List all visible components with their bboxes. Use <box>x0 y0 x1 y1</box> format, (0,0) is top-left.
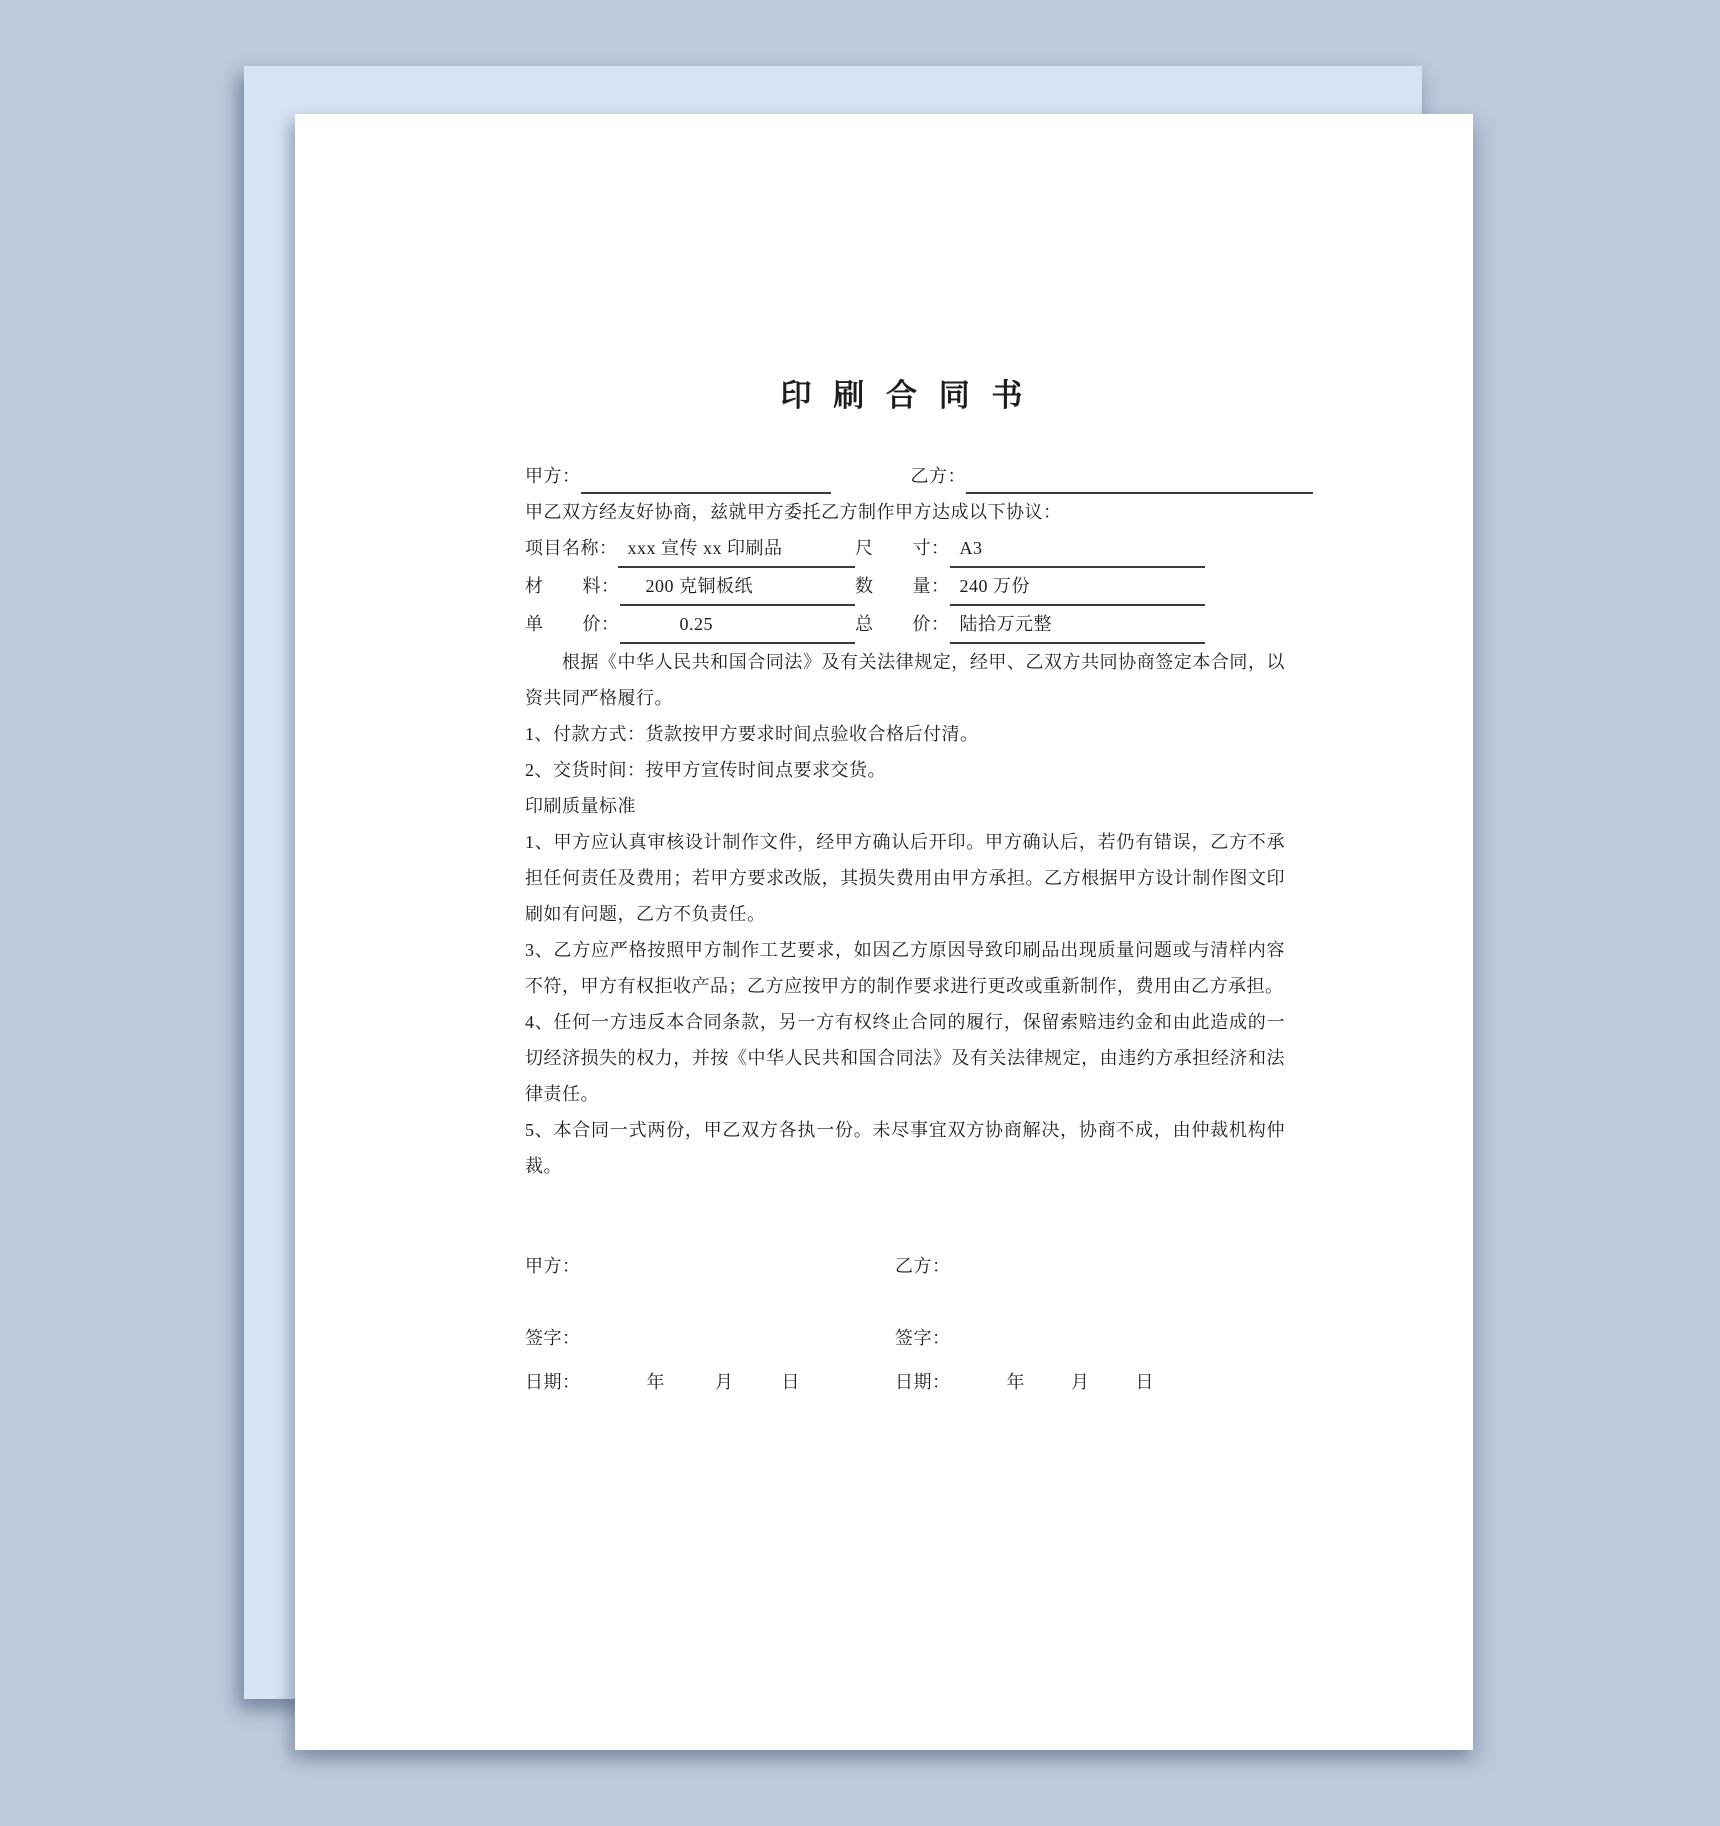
date-field-a <box>525 1364 895 1400</box>
party-a-blank <box>581 458 831 494</box>
signature-block <box>525 1248 1285 1400</box>
party-b-blank <box>966 458 1313 494</box>
signature-date-row <box>525 1364 1285 1400</box>
day-label-a: 日 <box>781 1372 800 1392</box>
project-name-field <box>525 530 855 568</box>
date-label-a: 日期： <box>525 1372 581 1392</box>
signature-party-a: 甲方： <box>525 1256 581 1276</box>
sign-label-a: 签字： <box>525 1328 581 1348</box>
breach-clause-4: 4、任何一方违反本合同条款，另一方有权终止合同的履行，保留索赔违约金和由此造成的一切经济损失的权力，并按《中华人民共和国合同法》及有关法律规定，由违约方承担经济和法律责任。 <box>525 1012 1285 1104</box>
page-title: 印 刷 合 同 书 <box>780 378 1030 413</box>
payment-clause: 1、付款方式：货款按甲方要求时间点验收合格后付清。 <box>525 724 979 744</box>
total-price-field <box>855 606 1205 644</box>
law-clause: 根据《中华人民共和国合同法》及有关法律规定，经甲、乙双方共同协商签定本合同，以资共同严格履行。 <box>525 652 1285 708</box>
unit-price-field <box>525 606 855 644</box>
year-label-a: 年 <box>646 1372 665 1392</box>
signature-sign-row <box>525 1320 1285 1356</box>
total-price-value: 陆拾万元整 <box>950 606 1206 644</box>
month-label-b: 月 <box>1071 1372 1090 1392</box>
form-row-material <box>525 568 1285 606</box>
month-label-a: 月 <box>715 1372 734 1392</box>
date-label-b: 日期： <box>895 1372 951 1392</box>
material-label: 材 料 ： <box>525 576 620 596</box>
signature-party-b: 乙方： <box>895 1256 951 1276</box>
size-value: A3 <box>950 530 1206 568</box>
quantity-field <box>855 568 1205 606</box>
date-field-b <box>895 1364 1285 1400</box>
contract-page <box>295 114 1473 1750</box>
year-label-b: 年 <box>1006 1372 1025 1392</box>
party-a-label: 甲方： <box>525 466 581 486</box>
party-b-label: 乙方： <box>910 466 966 486</box>
parties-row <box>525 458 1313 494</box>
quality-clause-1: 1、甲方应认真审核设计制作文件，经甲方确认后开印。甲方确认后，若仍有错误，乙方不承担任何责任及费用；若甲方要求改版，其损失费用由甲方承担。乙方根据甲方设计制作图文印刷如有问题，乙方不负责任。 <box>525 832 1285 924</box>
quality-heading: 印刷质量标准 <box>525 796 636 816</box>
signature-parties-row <box>525 1248 1285 1284</box>
day-label-b: 日 <box>1135 1372 1154 1392</box>
quantity-label: 数 量 ： <box>855 576 950 596</box>
copies-clause-5: 5、本合同一式两份，甲乙双方各执一份。未尽事宜双方协商解决，协商不成，由仲裁机构仲裁。 <box>525 1120 1285 1176</box>
sign-label-b: 签字： <box>895 1328 951 1348</box>
size-field <box>855 530 1205 568</box>
quality-clause-3: 3、乙方应严格按照甲方制作工艺要求，如因乙方原因导致印刷品出现质量问题或与清样内容不符，甲方有权拒收产品；乙方应按甲方的制作要求进行更改或重新制作，费用由乙方承担。 <box>525 940 1285 996</box>
delivery-clause: 2、交货时间：按甲方宣传时间点要求交货。 <box>525 760 886 780</box>
project-name-value: xxx 宣传 xx 印刷品 <box>618 530 856 568</box>
form-row-project <box>525 530 1285 568</box>
total-price-label: 总 价 ： <box>855 614 950 634</box>
project-name-label: 项目名称： <box>525 538 618 558</box>
material-field <box>525 568 855 606</box>
size-label: 尺 寸 ： <box>855 538 950 558</box>
material-value: 200 克铜板纸 <box>620 568 856 606</box>
unit-price-label: 单 价 ： <box>525 614 620 634</box>
form-row-price <box>525 606 1285 644</box>
quantity-value: 240 万份 <box>950 568 1206 606</box>
unit-price-value: 0.25 <box>620 606 856 644</box>
intro-line: 甲乙双方经友好协商，兹就甲方委托乙方制作甲方达成以下协议： <box>525 502 1062 522</box>
